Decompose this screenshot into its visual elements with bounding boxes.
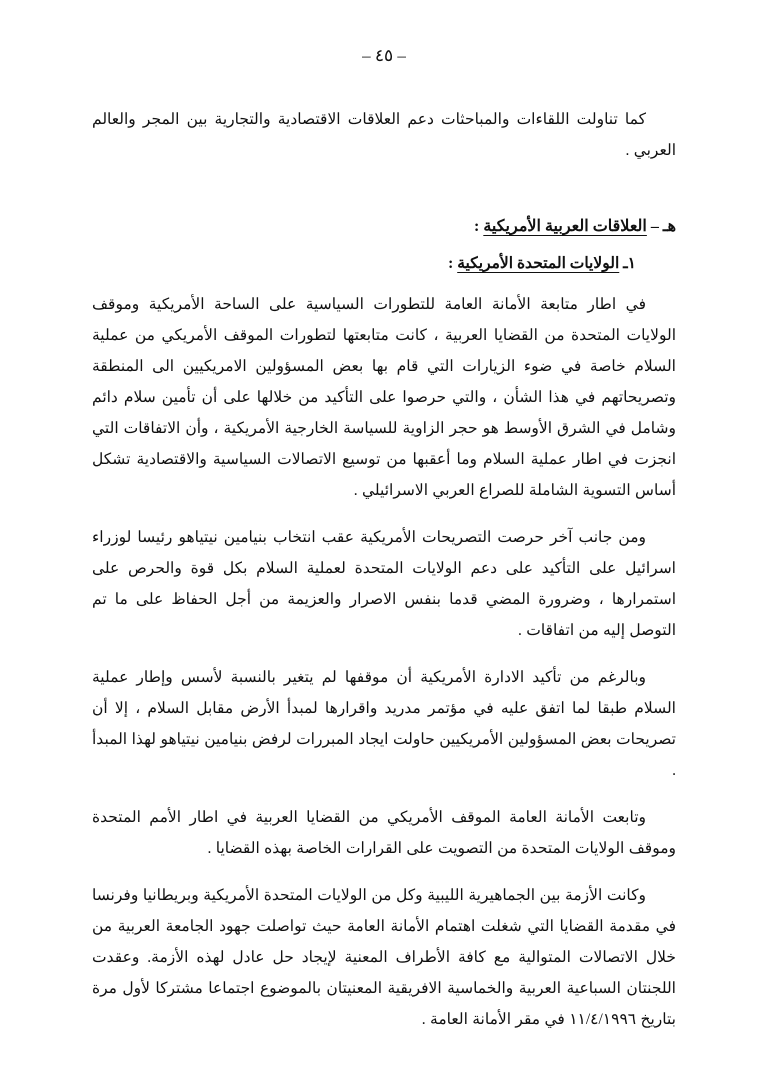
section-heading-text: العلاقات العربية الأمريكية xyxy=(483,218,647,235)
subsection-heading-text: الولايات المتحدة الأمريكية xyxy=(457,255,620,272)
paragraph-3: ومن جانب آخر حرصت التصريحات الأمريكية عقب انتخاب بنيامين نيتياهو رئيسا لوزراء اسرائيل على التأكيد على دعم الولايات المتحدة لعملية السلام بكل قوة والحرص على استمرارها ، وضرورة المضي قدما بنفس الاصرار والعزيمة من أجل الحفاظ على ما تم التوصل إليه من اتفاقات . xyxy=(92,529,676,639)
paragraph-4: وبالرغم من تأكيد الادارة الأمريكية أن موقفها لم يتغير بالنسبة لأسس وإطار عملية السلام طبقا لما اتفق عليه في مؤتمر مدريد واقرارها لمبدأ الأرض مقابل السلام ، إلا أن تصريحات بعض المسؤولين الأمريكيين حاولت ايجاد المبررات لرفض بنيامين نيتياهو لهذا المبدأ . xyxy=(92,669,676,779)
subsection-heading xyxy=(92,254,676,273)
section-heading xyxy=(92,216,676,236)
section-heading-marker: هـ – xyxy=(650,218,676,235)
spacer xyxy=(92,182,676,190)
paragraph-6: وكانت الأزمة بين الجماهيرية الليبية وكل من الولايات المتحدة الأمريكية وبريطانيا وفرنسا في مقدمة القضايا التي شغلت اهتمام الأمانة العامة حيث تواصلت جهود الجامعة العربية من خلال الاتصالات المتوالية مع كافة الأطراف المعنية لإيجاد حل عادل لهذه الأزمة. وعقدت اللجنتان السباعية العربية والخماسية الافريقية المعنيتان بالموضوع اجتماعا مشتركا لأول مرة بتاريخ ١١/٤/١٩٩٦ في مقر الأمانة العامة . xyxy=(92,887,676,1028)
subsection-heading-marker: ١ـ xyxy=(623,255,636,272)
page-number: – ٤٥ – xyxy=(362,46,406,65)
paragraph-1: كما تناولت اللقاءات والمباحثات دعم العلاقات الاقتصادية والتجارية بين المجر والعالم العربي . xyxy=(92,111,676,159)
section-heading-suffix: : xyxy=(473,218,480,235)
paragraph-2: في اطار متابعة الأمانة العامة للتطورات السياسية على الساحة الأمريكية وموقف الولايات المتحدة من القضايا العربية ، كانت متابعتها لتطورات الموقف الأمريكي من عملية السلام خاصة في ضوء الزيارات التي قام بها بعض المسؤولين الامريكيين الى المنطقة وتصريحاتهم في هذا الشأن ، والتي حرصوا على التأكيد من خلالها على أن تأمين سلام دائم وشامل في الشرق الأوسط هو حجر الزاوية للسياسة الخارجية الأمريكية ، وأن الاتفاقات التي انجزت في اطار عملية السلام وما أعقبها من توسيع الاتصالات السياسية والاقتصادية تشكل أساس التسوية الشاملة للصراع العربي الاسرائيلي . xyxy=(92,296,677,499)
subsection-heading-suffix: : xyxy=(448,255,454,272)
paragraph-5: وتابعت الأمانة العامة الموقف الأمريكي من القضايا العربية في اطار الأمم المتحدة وموقف الولايات المتحدة من التصويت على القرارات الخاصة بهذه القضايا . xyxy=(92,809,676,857)
